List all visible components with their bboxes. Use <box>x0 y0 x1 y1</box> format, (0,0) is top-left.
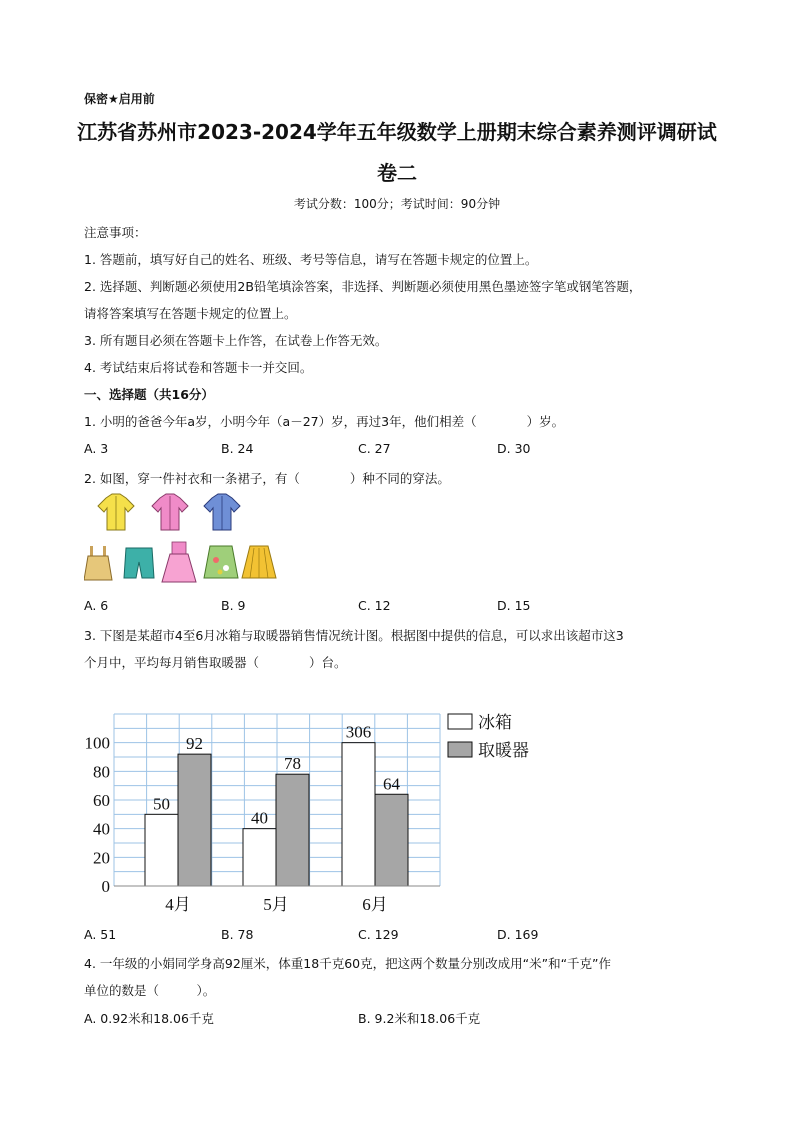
q1-option-d: D. 30 <box>497 441 531 456</box>
bar-fridge <box>243 829 276 886</box>
bar-heater <box>276 774 309 886</box>
y-tick-label: 20 <box>93 848 110 868</box>
question-3-text-line1: 3. 下图是某超市4至6月冰箱与取暖器销售情况统计图。根据图中提供的信息，可以求出该超市这3 <box>84 628 624 643</box>
data-label: 64 <box>383 774 400 794</box>
data-label: 92 <box>186 734 203 754</box>
data-label: 306 <box>345 722 372 742</box>
y-tick-label: 40 <box>93 819 110 839</box>
question-4-text-line2: 单位的数是（ ）。 <box>84 983 216 998</box>
q2-option-b: B. 9 <box>221 598 246 613</box>
bar-fridge <box>342 743 375 886</box>
yellow-pleated-skirt-icon <box>242 546 276 578</box>
q3-option-c: C. 129 <box>358 927 399 942</box>
question-4-text-line1: 4. 一年级的小娟同学身高92厘米，体重18千克60克，把这两个数量分别改成用“米”和“千克”作 <box>84 956 612 971</box>
clothing-illustration <box>84 490 284 590</box>
y-tick-label: 100 <box>84 733 110 753</box>
x-tick-label: 5月 <box>263 895 289 914</box>
q2-option-c: C. 12 <box>358 598 391 613</box>
note-item: 请将答案填写在答题卡规定的位置上。 <box>84 306 297 321</box>
notes-heading: 注意事项： <box>84 225 147 240</box>
note-item: 1. 答题前，填写好自己的姓名、班级、考号等信息，请写在答题卡规定的位置上。 <box>84 252 538 267</box>
legend-label: 冰箱 <box>478 713 512 733</box>
data-label: 40 <box>251 808 268 828</box>
data-label: 78 <box>284 754 301 774</box>
note-item: 2. 选择题、判断题必须使用2B铅笔填涂答案，非选择、判断题必须使用黑色墨迹签字笔或钢笔答题， <box>84 279 642 294</box>
blue-shirt-icon <box>204 494 240 530</box>
bar-heater <box>375 794 408 886</box>
note-item: 4. 考试结束后将试卷和答题卡一并交回。 <box>84 360 313 375</box>
q3-option-b: B. 78 <box>221 927 254 942</box>
x-tick-label: 4月 <box>165 895 191 914</box>
confidential-label: 保密★启用前 <box>84 92 155 106</box>
section-heading: 一、选择题（共16分） <box>84 387 214 402</box>
q1-option-b: B. 24 <box>221 441 254 456</box>
q3-option-d: D. 169 <box>497 927 539 942</box>
q1-option-c: C. 27 <box>358 441 391 456</box>
question-1-text: 1. 小明的爸爸今年a岁，小明今年（a－27）岁，再过3年，他们相差（ ）岁。 <box>84 414 565 429</box>
y-tick-label: 60 <box>93 791 110 810</box>
x-tick-label: 6月 <box>362 895 388 914</box>
pink-shirt-icon <box>152 494 188 530</box>
data-label: 50 <box>153 794 170 814</box>
bar-chart <box>70 700 550 920</box>
q3-option-a: A. 51 <box>84 927 117 942</box>
q2-option-a: A. 6 <box>84 598 109 613</box>
overalls-skirt-icon <box>84 546 112 580</box>
exam-title-line1: 江苏省苏州市2023-2024学年五年级数学上册期末综合素养测评调研试 <box>77 120 717 144</box>
yellow-shirt-icon <box>98 494 134 530</box>
legend-swatch <box>448 714 472 729</box>
exam-title-line2: 卷二 <box>377 161 417 185</box>
q1-option-a: A. 3 <box>84 441 109 456</box>
q2-option-d: D. 15 <box>497 598 531 613</box>
question-2-text: 2. 如图，穿一件衬衣和一条裙子，有（ ）种不同的穿法。 <box>84 471 450 486</box>
q4-option-b: B. 9.2米和18.06千克 <box>358 1011 481 1026</box>
bar-heater <box>178 754 211 886</box>
question-3-text-line2: 个月中，平均每月销售取暖器（ ）台。 <box>84 655 347 670</box>
pink-dress-icon <box>162 542 196 582</box>
bar-fridge <box>145 814 178 886</box>
q4-option-a: A. 0.92米和18.06千克 <box>84 1011 214 1026</box>
note-item: 3. 所有题目必须在答题卡上作答，在试卷上作答无效。 <box>84 333 388 348</box>
teal-shorts-icon <box>124 548 154 578</box>
exam-meta: 考试分数：100分；考试时间：90分钟 <box>293 197 501 211</box>
green-floral-skirt-icon <box>204 546 238 578</box>
legend-label: 取暖器 <box>478 741 529 761</box>
y-tick-label: 80 <box>93 762 110 782</box>
legend-swatch <box>448 742 472 757</box>
y-tick-label: 0 <box>101 877 110 896</box>
